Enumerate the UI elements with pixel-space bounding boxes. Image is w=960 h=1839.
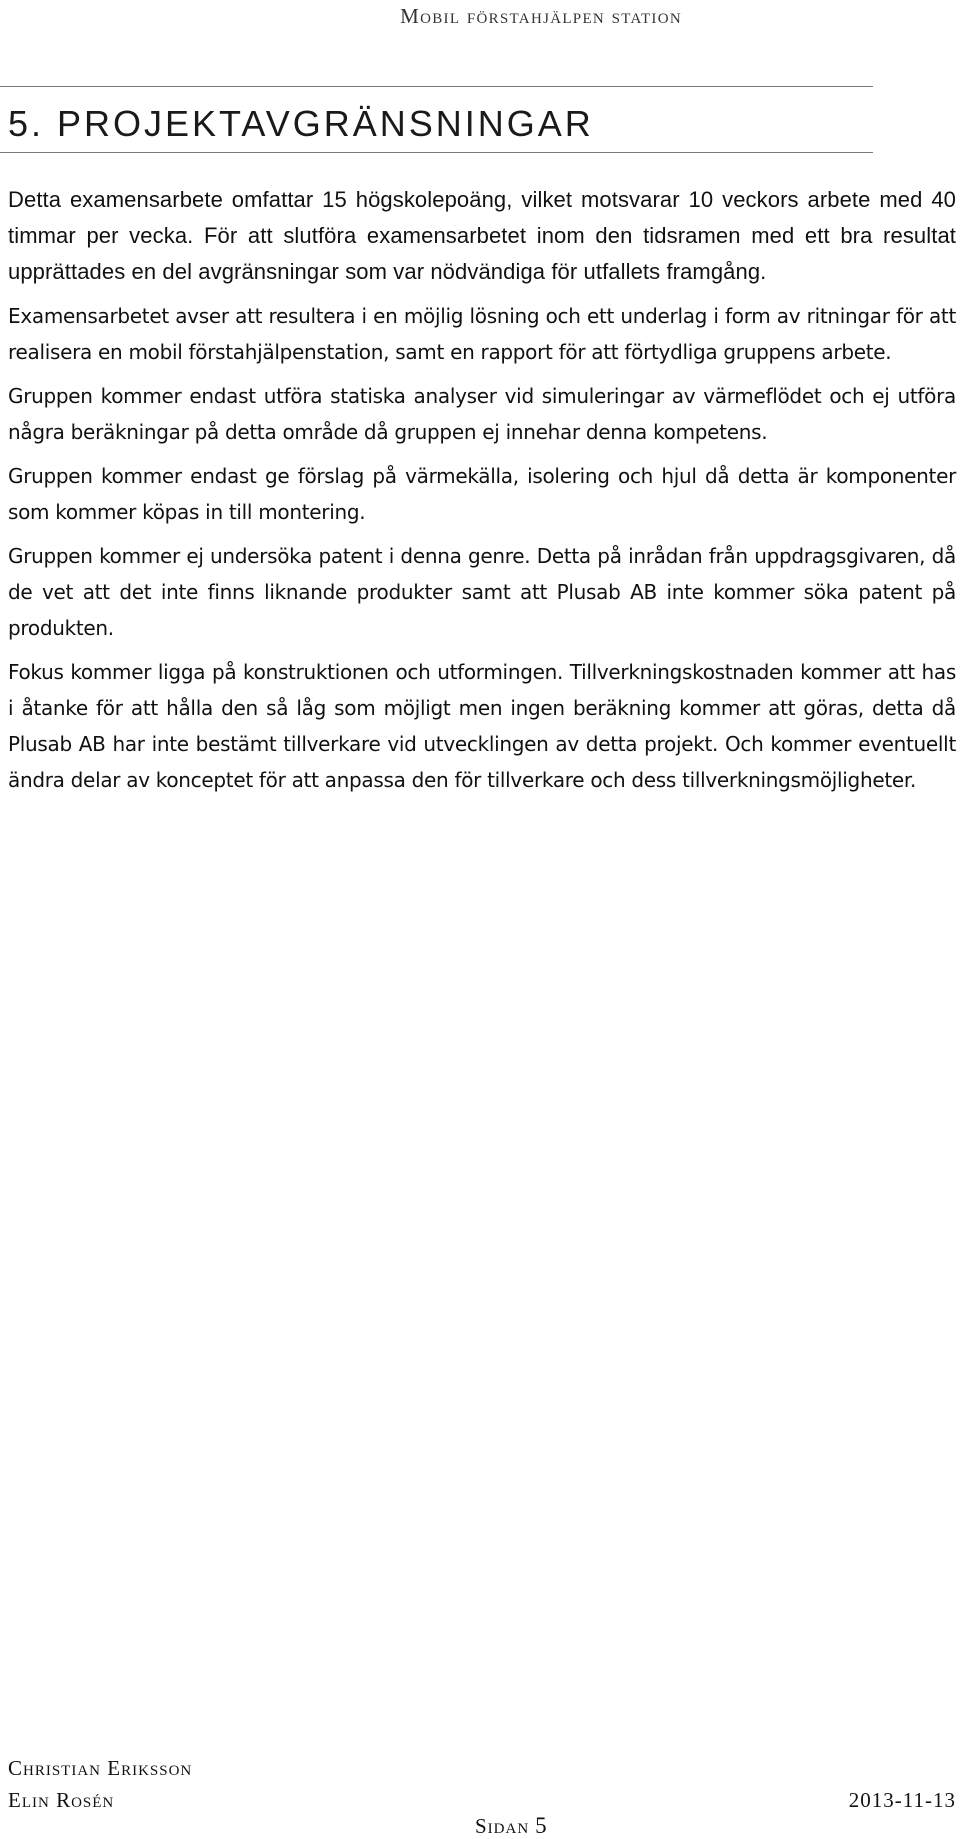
paragraph-patent: Gruppen kommer ej undersöka patent i denna genre. Detta på inrådan från uppdragsgivaren, då de vet att det inte finns liknande produkter samt att Plusab AB inte kommer söka patent på produkten. xyxy=(8,544,956,640)
page-number-block xyxy=(475,1813,548,1839)
page-number: 5 xyxy=(535,1813,548,1838)
footer-author-2: Elin Rosén xyxy=(8,1788,115,1812)
paragraph-components: Gruppen kommer endast ge förslag på värmekälla, isolering och hjul då detta är komponenter som kommer köpas in till montering. xyxy=(8,464,956,524)
section-heading: 5. PROJEKTAVGRÄNSNINGAR xyxy=(8,103,594,144)
footer-author-1: Christian Eriksson xyxy=(8,1756,193,1780)
running-header: Mobil förstahjälpen station xyxy=(400,4,682,28)
footer-date: 2013-11-13 xyxy=(848,1788,956,1812)
paragraph-scope: Detta examensarbete omfattar 15 högskolepoäng, vilket motsvarar 10 veckors arbete med 40 timmar per vecka. För att slutföra examensarbetet inom den tidsramen med ett bra resultat upprättades en del avgränsningar som var nödvändiga för utfallets framgång. xyxy=(8,187,956,284)
heading-divider xyxy=(0,152,873,153)
paragraph-focus: Fokus kommer ligga på konstruktionen och utformingen. Tillverkningskostnaden kommer att has i åtanke för att hålla den så låg som möjligt men ingen beräkning kommer att göras, detta då Plusab AB har inte bestämt tillverkare vid utvecklingen av detta projekt. Och kommer eventuellt ändra delar av konceptet för att anpassa den för tillverkare och dess tillverkningsmöjligheter. xyxy=(8,660,956,792)
page-footer xyxy=(8,1788,956,1838)
page-label: Sidan xyxy=(475,1814,530,1838)
header-divider xyxy=(0,86,873,87)
section-body xyxy=(8,182,956,806)
paragraph-analysis: Gruppen kommer endast utföra statiska analyser vid simuleringar av värmeflödet och ej utföra några beräkningar på detta område då gruppen ej innehar denna kompetens. xyxy=(8,384,956,444)
paragraph-deliverables: Examensarbetet avser att resultera i en möjlig lösning och ett underlag i form av ritningar för att realisera en mobil förstahjälpenstation, samt en rapport för att förtydliga gruppens arbete. xyxy=(8,304,956,364)
